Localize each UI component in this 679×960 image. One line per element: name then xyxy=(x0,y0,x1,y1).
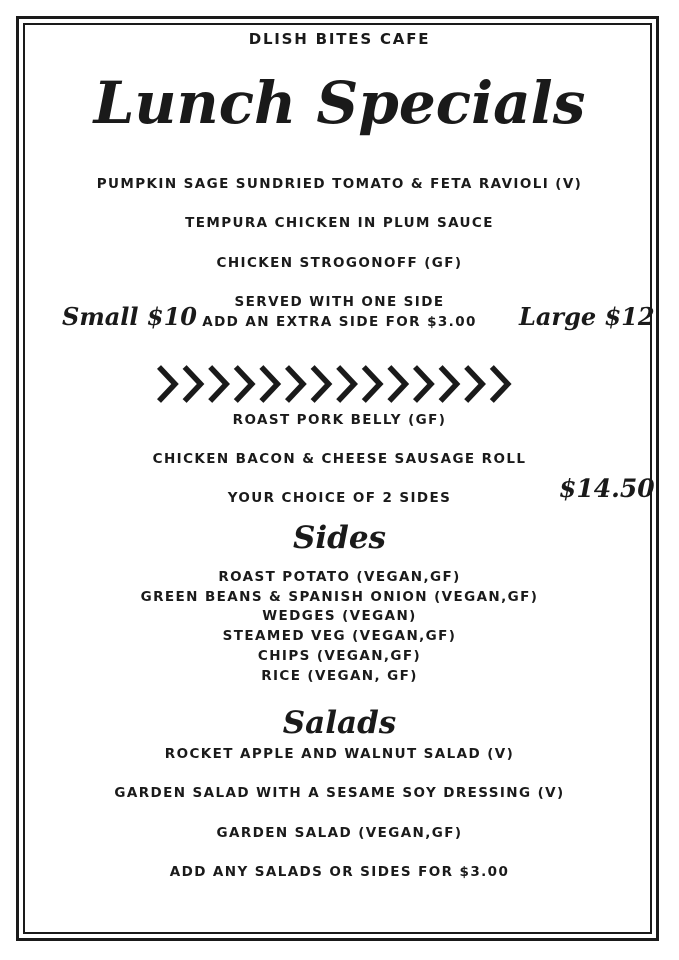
chevron-right-icon xyxy=(185,367,201,401)
chevron-right-icon xyxy=(210,367,226,401)
side-item-6: RICE (VEGAN, GF) xyxy=(261,668,418,684)
chevron-right-icon xyxy=(492,367,508,401)
salad-item-1: ROCKET APPLE AND WALNUT SALAD (V) xyxy=(164,746,515,762)
chevron-right-icon xyxy=(313,367,329,401)
side-item-4: STEAMED VEG (VEGAN,GF) xyxy=(222,628,457,644)
salad-item-3: GARDEN SALAD (VEGAN,GF) xyxy=(216,825,463,841)
specials-side-note: SERVED WITH ONE SIDE xyxy=(234,294,445,310)
chevron-right-icon xyxy=(415,367,431,401)
side-item-3: WEDGES (VEGAN) xyxy=(262,608,417,624)
cafe-name: DLISH BITES CAFE xyxy=(248,30,431,48)
special-item-1: PUMPKIN SAGE SUNDRIED TOMATO & FETA RAVIOLI (V) xyxy=(96,176,583,192)
salads-heading: Salads xyxy=(282,705,397,741)
premium-item-1: ROAST PORK BELLY (GF) xyxy=(232,412,447,428)
price-large: Large $12 xyxy=(519,302,655,331)
chevron-right-icon xyxy=(389,367,405,401)
price-small: Small $10 xyxy=(62,302,197,331)
special-item-2: TEMPURA CHICKEN IN PLUM SAUCE xyxy=(185,215,494,231)
chevron-right-icon xyxy=(236,367,252,401)
chevron-right-icon xyxy=(441,367,457,401)
side-item-2: GREEN BEANS & SPANISH ONION (VEGAN,GF) xyxy=(140,589,539,605)
chevron-right-icon xyxy=(159,367,175,401)
side-item-5: CHIPS (VEGAN,GF) xyxy=(257,648,422,664)
chevron-right-icon xyxy=(287,367,303,401)
menu-title: Lunch Specials xyxy=(93,69,586,137)
premium-item-3: YOUR CHOICE OF 2 SIDES xyxy=(227,490,452,506)
sides-heading: Sides xyxy=(292,520,386,556)
chevron-right-icon xyxy=(364,367,380,401)
premium-item-2: CHICKEN BACON & CHEESE SAUSAGE ROLL xyxy=(152,451,527,467)
salads-sides-footer: ADD ANY SALADS OR SIDES FOR $3.00 xyxy=(169,864,510,880)
chevron-right-icon xyxy=(338,367,354,401)
chevron-divider xyxy=(155,362,522,406)
price-premium: $14.50 xyxy=(559,474,655,503)
side-item-1: ROAST POTATO (VEGAN,GF) xyxy=(218,569,461,585)
salad-item-2: GARDEN SALAD WITH A SESAME SOY DRESSING (V) xyxy=(114,785,565,801)
special-item-3: CHICKEN STROGONOFF (GF) xyxy=(216,255,463,271)
chevron-right-icon xyxy=(466,367,482,401)
chevron-right-icon xyxy=(261,367,277,401)
specials-extra-side-note: ADD AN EXTRA SIDE FOR $3.00 xyxy=(202,314,477,330)
